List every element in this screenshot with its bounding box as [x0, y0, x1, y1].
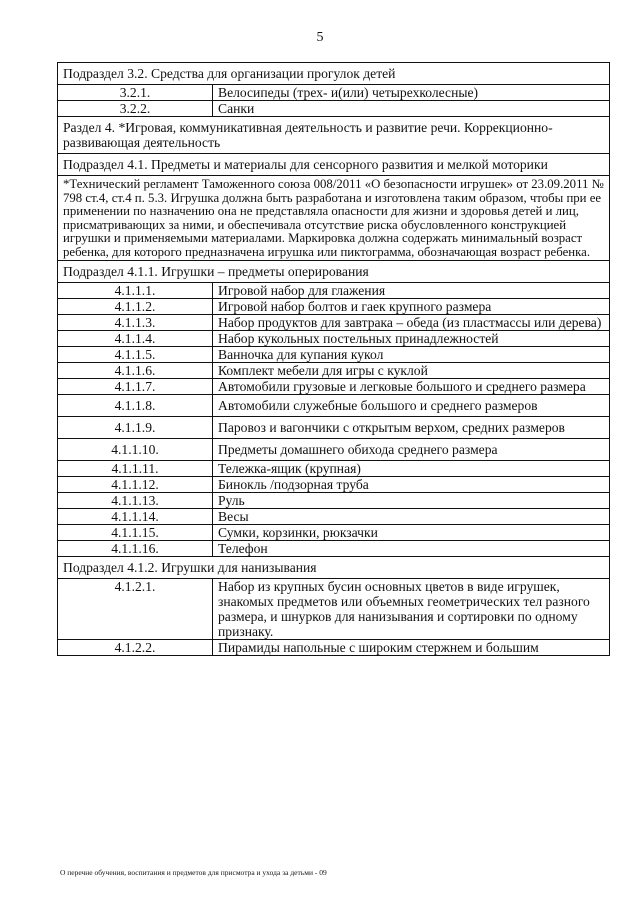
item-text: Бинокль /подзорная труба [213, 477, 610, 493]
item-number: 4.1.1.16. [58, 541, 213, 557]
table-row [58, 640, 610, 656]
table-row [58, 379, 610, 395]
table-row [58, 283, 610, 299]
item-text: Набор из крупных бусин основных цветов в виде игрушек, знакомых предметов или объемных геометрических тел разного размера, и шнурков для нанизывания и сортировки по одному признаку. [213, 579, 610, 640]
item-text: Санки [213, 101, 610, 117]
item-text: Автомобили грузовые и легковые большого и среднего размера [213, 379, 610, 395]
section-row [58, 261, 610, 283]
item-number: 4.1.1.15. [58, 525, 213, 541]
item-text: Набор кукольных постельных принадлежностей [213, 331, 610, 347]
item-text: Руль [213, 493, 610, 509]
table-row [58, 439, 610, 461]
item-number: 4.1.1.1. [58, 283, 213, 299]
table-row [58, 477, 610, 493]
item-number: 4.1.1.14. [58, 509, 213, 525]
table-row [58, 331, 610, 347]
section-heading: Подраздел 4.1.1. Игрушки – предметы оперирования [58, 261, 610, 283]
item-text: Автомобили служебные большого и среднего размеров [213, 395, 610, 417]
table-row [58, 579, 610, 640]
table-row [58, 363, 610, 379]
item-number: 4.1.2.1. [58, 579, 213, 640]
item-text: Телефон [213, 541, 610, 557]
table-row [58, 315, 610, 331]
item-number: 4.1.1.13. [58, 493, 213, 509]
item-number: 3.2.2. [58, 101, 213, 117]
table-row [58, 417, 610, 439]
item-text: Комплект мебели для игры с куклой [213, 363, 610, 379]
section-heading: Подраздел 4.1.2. Игрушки для нанизывания [58, 557, 610, 579]
item-text: Игровой набор для глажения [213, 283, 610, 299]
item-number: 4.1.1.9. [58, 417, 213, 439]
table-row [58, 85, 610, 101]
item-number: 4.1.1.4. [58, 331, 213, 347]
table-row [58, 541, 610, 557]
table-row [58, 395, 610, 417]
item-number: 4.1.1.2. [58, 299, 213, 315]
section-row [58, 154, 610, 176]
regulation-note: *Технический регламент Таможенного союза 008/2011 «О безопасности игрушек» от 23.09.2011 № 798 ст.4, ст.4 п. 5.3. Игрушка должна быть разработана и изготовлена таким образом, чтобы при ее применении по назначению она не представляла опасности для жизни и здоровья детей и лиц, присматривающих за ними, и обеспечивала отсутствие риска обусловленного конструкцией игрушки и применяемыми материалами. Маркировка должна содержать минимальный возраст ребенка, для которого предназначена игрушка или пиктограмма, обозначающая возраст ребенка. [58, 176, 610, 261]
item-text: Предметы домашнего обихода среднего размера [213, 439, 610, 461]
section-heading: Подраздел 4.1. Предметы и материалы для сенсорного развития и мелкой моторики [58, 154, 610, 176]
item-text: Весы [213, 509, 610, 525]
item-text: Игровой набор болтов и гаек крупного размера [213, 299, 610, 315]
item-text: Пирамиды напольные с широким стержнем и большим [213, 640, 610, 656]
item-text: Набор продуктов для завтрака – обеда (из пластмассы или дерева) [213, 315, 610, 331]
section-row [58, 117, 610, 154]
item-text: Тележка-ящик (крупная) [213, 461, 610, 477]
table-row [58, 101, 610, 117]
item-text: Велосипеды (трех- и(или) четырехколесные) [213, 85, 610, 101]
item-number: 4.1.1.3. [58, 315, 213, 331]
section-heading: Раздел 4. *Игровая, коммуникативная деятельность и развитие речи. Коррекционно-развивающая деятельность [58, 117, 610, 154]
item-number: 3.2.1. [58, 85, 213, 101]
item-text: Паровоз и вагончики с открытым верхом, средних размеров [213, 417, 610, 439]
page-number: 5 [316, 30, 324, 45]
item-number: 4.1.1.7. [58, 379, 213, 395]
item-number: 4.1.2.2. [58, 640, 213, 656]
table-row [58, 525, 610, 541]
item-number: 4.1.1.5. [58, 347, 213, 363]
item-number: 4.1.1.10. [58, 439, 213, 461]
table-body [58, 63, 610, 656]
item-number: 4.1.1.11. [58, 461, 213, 477]
note-row [58, 176, 610, 261]
page-footer: О перечне обучения, воспитания и предметов для присмотра и ухода за детьми - 09 [60, 868, 327, 877]
item-text: Сумки, корзинки, рюкзачки [213, 525, 610, 541]
table-row [58, 509, 610, 525]
item-number: 4.1.1.8. [58, 395, 213, 417]
item-number: 4.1.1.12. [58, 477, 213, 493]
item-text: Ванночка для купания кукол [213, 347, 610, 363]
table-row [58, 461, 610, 477]
section-row [58, 63, 610, 85]
table-row [58, 493, 610, 509]
table-row [58, 347, 610, 363]
section-heading: Подраздел 3.2. Средства для организации прогулок детей [58, 63, 610, 85]
equipment-table [57, 62, 610, 656]
section-row [58, 557, 610, 579]
item-number: 4.1.1.6. [58, 363, 213, 379]
table-row [58, 299, 610, 315]
